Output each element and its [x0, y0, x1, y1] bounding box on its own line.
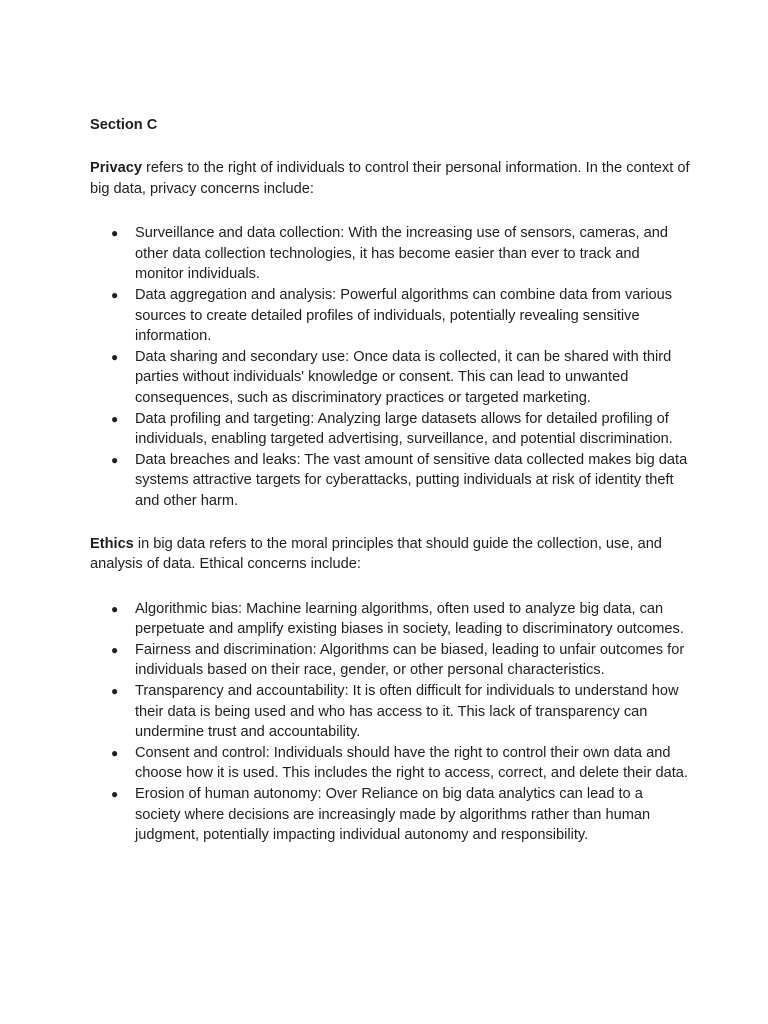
bullet-icon: ●: [111, 452, 119, 467]
list-item-text: Surveillance and data collection: With the increasing use of sensors, cameras, and other data collection technologies, it has become easier than ever to track and monitor individuals.: [135, 225, 668, 283]
list-item-text: Algorithmic bias: Machine learning algorithms, often used to analyze big data, can perpetuate and amplify existing biases in society, leading to discriminatory outcomes.: [135, 600, 684, 638]
privacy-intro: refers to the right of individuals to control their personal information. In the context of big data, privacy concerns include:: [90, 160, 690, 197]
list-item: [90, 640, 690, 681]
list-item: [90, 450, 690, 512]
ethics-term: Ethics: [90, 535, 134, 552]
bullet-icon: ●: [111, 745, 119, 760]
list-item-text: Data breaches and leaks: The vast amount of sensitive data collected makes big data systems attractive targets for cyberattacks, putting individuals at risk of identity theft and other harm.: [135, 451, 688, 509]
list-item: [90, 681, 690, 743]
list-item-text: Consent and control: Individuals should have the right to control their own data and choose how it is used. This includes the right to access, correct, and delete their data.: [135, 744, 688, 782]
list-item-text: Data aggregation and analysis: Powerful algorithms can combine data from various sources to create detailed profiles of individuals, potentially revealing sensitive information.: [135, 286, 673, 345]
privacy-concerns-list: [90, 223, 690, 511]
bullet-icon: ●: [111, 601, 119, 616]
ethics-concerns-list: [90, 599, 690, 846]
bullet-icon: ●: [111, 411, 119, 426]
bullet-icon: ●: [111, 349, 119, 364]
privacy-paragraph: [90, 158, 690, 199]
bullet-icon: ●: [111, 287, 119, 302]
list-item: [90, 347, 690, 409]
list-item-text: Data sharing and secondary use: Once data is collected, it can be shared with third parties without individuals' knowledge or consent. This can lead to unwanted consequences, such as discriminatory practices or targeted marketing.: [135, 348, 672, 406]
list-item: [90, 409, 690, 450]
list-item-text: Erosion of human autonomy: Over Reliance on big data analytics can lead to a society where decisions are increasingly made by algorithms rather than human judgment, potentially impacting individual autonomy and responsibility.: [135, 786, 651, 844]
list-item: [90, 784, 690, 846]
list-item-text: Data profiling and targeting: Analyzing large datasets allows for detailed profiling of individuals, enabling targeted advertising, surveillance, and potential discrimination.: [135, 410, 673, 448]
bullet-icon: ●: [111, 642, 119, 657]
privacy-term: Privacy: [90, 160, 142, 176]
list-item: [90, 599, 690, 640]
list-item-text: Fairness and discrimination: Algorithms can be biased, leading to unfair outcomes for individuals based on their race, gender, or other personal characteristics.: [135, 641, 685, 679]
ethics-intro: in big data refers to the moral principles that should guide the collection, use, and analysis of data. Ethical concerns include:: [90, 535, 662, 573]
section-title: Section C: [90, 117, 158, 133]
list-item: [90, 223, 690, 285]
bullet-icon: ●: [111, 684, 119, 699]
document-page: [90, 115, 690, 846]
list-item-text: Transparency and accountability: It is often difficult for individuals to understand how their data is being used and who has access to it. This lack of transparency can undermine trust and accountability.: [135, 683, 679, 741]
bullet-icon: ●: [111, 226, 119, 241]
list-item: [90, 743, 690, 784]
list-item: [90, 285, 690, 347]
ethics-paragraph: [90, 534, 690, 575]
bullet-icon: ●: [111, 787, 119, 802]
